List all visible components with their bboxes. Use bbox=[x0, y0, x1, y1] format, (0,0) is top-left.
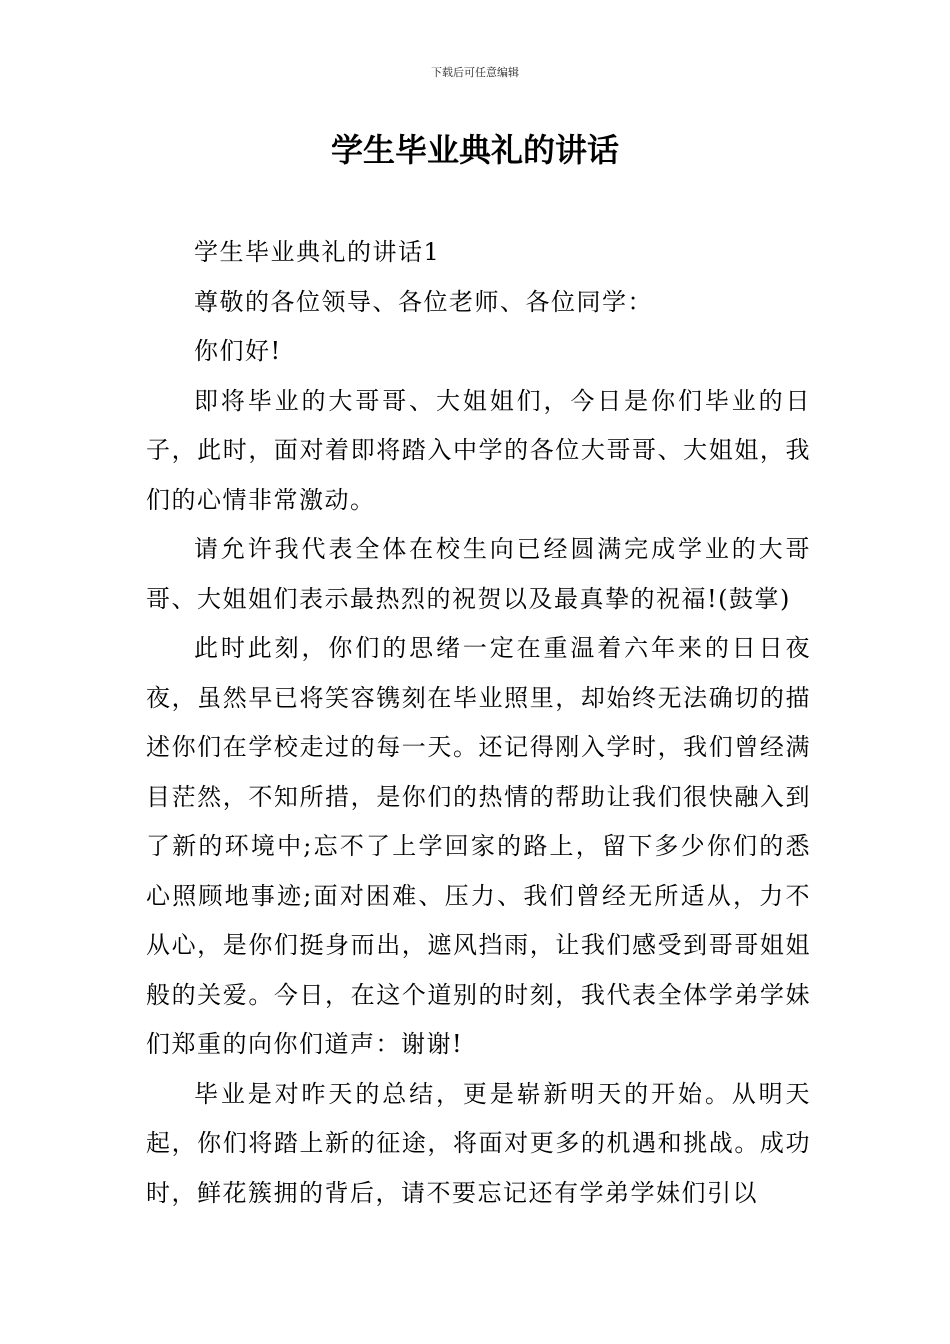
paragraph-salutation: 尊敬的各位领导、各位老师、各位同学： bbox=[194, 287, 653, 316]
document-title: 学生毕业典礼的讲话 bbox=[330, 131, 619, 169]
paragraph-greeting: 你们好! bbox=[194, 337, 282, 365]
header-note: 下载后可任意编辑 bbox=[431, 66, 519, 79]
paragraph-subtitle: 学生毕业典礼的讲话1 bbox=[194, 238, 441, 266]
document-body bbox=[146, 228, 811, 1218]
paragraph: 此时此刻，你们的思绪一定在重温着六年来的日日夜夜，虽然早已将笑容镌刻在毕业照里，却始终无法确切的描述你们在学校走过的每一天。还记得刚入学时，我们曾经满目茫然，不知所措，是你们的热情的帮助让我们很快融入到了新的环境中;忘不了上学回家的路上，留下多少你们的悉心照顾地事迹;面对困难、压力、我们曾经无所适从，力不从心，是你们挺身而出，遮风挡雨，让我们感受到哥哥姐姐般的关爱。今日，在这个道别的时刻，我代表全体学弟学妹们郑重的向你们道声：谢谢! bbox=[146, 634, 811, 1058]
paragraph: 请允许我代表全体在校生向已经圆满完成学业的大哥哥、大姐姐们表示最热烈的祝贺以及最真挚的祝福!(鼓掌) bbox=[146, 535, 811, 613]
paragraph: 即将毕业的大哥哥、大姐姐们，今日是你们毕业的日子，此时，面对着即将踏入中学的各位大哥哥、大姐姐，我们的心情非常激动。 bbox=[146, 386, 811, 514]
paragraph: 毕业是对昨天的总结，更是崭新明天的开始。从明天起，你们将踏上新的征途，将面对更多的机遇和挑战。成功时，鲜花簇拥的背后，请不要忘记还有学弟学妹们引以 bbox=[146, 1079, 811, 1207]
